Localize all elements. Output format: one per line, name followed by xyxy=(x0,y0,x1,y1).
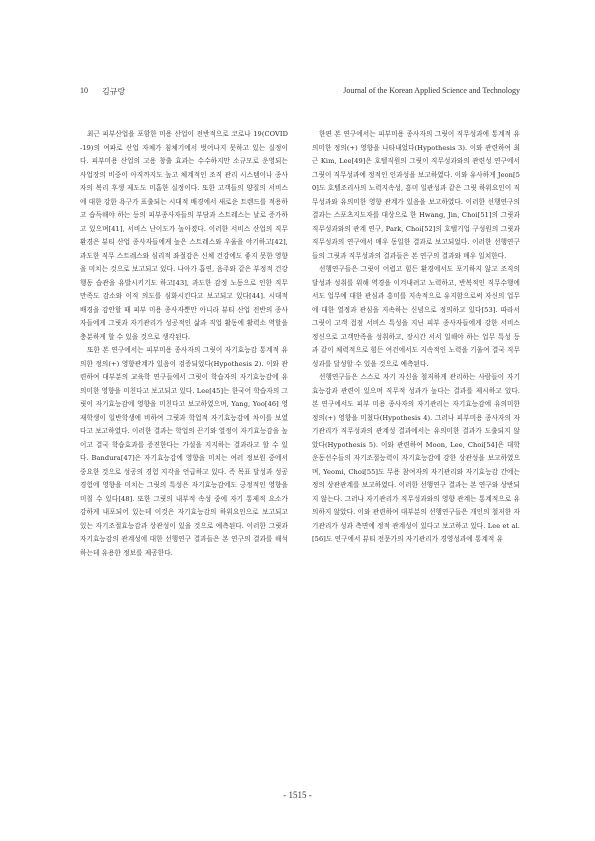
paragraph: 또한 본 연구에서는 피부미용 종사자의 그릿이 자기효능감 통계적 유의한 정의(+) 영향관계가 있음이 검증되었다(Hypothesis 2). 이와 관련하여 대부분의 교육학 연구들에서 그릿이 학습자의 자기효능감에 유의미한 영향을 미친다고 보고되고 있다. Lee[45]는 한국어 학습자의 그릿이 자기효능감에 영향을 미친다고 보고하였으며, Yang, Yoo[46] 영재학생이 일반학생에 비하여 그릿과 학업적 자기효능감에 차이를 보였다고 보고하였다. 이러한 결과는 학업의 끈기와 열정이 자기효능감을 높이고 결국 학습효과를 증진한다는 가설을 지지하는 결과라고 할 수 있다. Bandura[47]은 자기효능감에 영향을 미치는 여러 정보원 중에서 중요한 것으로 성공의 경험 지각을 언급하고 있다. 즉 목표 달성과 성공 경험에 영향을 미치는 그릿의 특성은 자기효능감에도 긍정적인 영향을 미칠 수 있다[48]. 또한 그릿의 내부적 속성 중에 자기 통제적 요소가 강하게 내포되어 있는데 이것은 자기효능감의 하위요인으로 보고되고 있는 자기조절효능감과 상관성이 있을 것으로 예측된다. 이러한 그릿과 자기효능감의 관계성에 대한 선행연구 결과들은 본 연구의 결과를 해석하는데 유용한 정보를 제공한다. xyxy=(80,346,288,557)
page-number: 10 xyxy=(80,86,88,95)
paragraph: 선행연구들은 스스로 자기 자신을 철저하게 관리하는 사람들이 자기효능감과 관련이 있으며 직무적 성과가 높다는 결과를 제시하고 있다. 본 연구에서도 피부 미용 종사자의 자기관리는 자기효능감에 유의미한 정의(+) 영향을 미쳤다(Hypothesis 4). 그러나 피부미용 종사자의 자기관리가 직무성과의 관계성 결과에서는 유의미한 결과가 도출되지 않았다(Hypothesis 5). 이와 관련하여 Moon, Lee, Choi[54]은 대학 운동선수들의 자기조절능력이 자기효능감에 강한 상관성을 보고하였으며, Yeomi, Choi[55]도 무용 참여자의 자기관리와 자기효능감 간에는 정의 상관관계를 보고하였다. 이러한 선행연구 결과는 본 연구와 상반되지 않는다. 그러나 자기관리가 직무성과와의 영향 관계는 통계적으로 유의하지 않았다. 이와 관련하여 대부분의 선행연구들은 개인의 철저한 자기관리가 성과 측면에 정적 관계성이 있다고 보고하고 있다. Lee et al.[56]도 연구에서 뷰티 전문가의 자기관리가 경영성과에 통계적 유 xyxy=(312,373,520,543)
left-column xyxy=(80,128,288,560)
paragraph: 최근 피부산업을 포함한 미용 산업이 전반적으로 코로나 19(COVID-19)의 여파로 산업 자체가 침체기에서 벗어나지 못하고 있는 실정이다. 피부미용 산업의 고용 창출 효과는 수수하지만 소규모로 운영되는 사업장의 비중이 아직까지도 높고 체계적인 조직 관리 시스템이나 종사자의 복리 후생 제도도 미흡한 실정이다. 또한 고객들의 양질의 서비스에 대한 강한 욕구가 표출되는 시대적 배경에서 새로운 트렌드를 적용하고 습득해야 하는 등의 피부종사자들의 부담과 스트레스는 날로 증가하고 있으며[41], 서비스 난이도가 높아졌다. 이러한 서비스 산업의 직무 환경은 뷰티 산업 종사자들에게 높은 스트레스와 우울을 야기하고[42], 과도한 직무 스트레스와 심리적 좌절감은 신체 건강에도 좋지 못한 영향을 미치는 것으로 보고되고 있다. 나아가 흡연, 음주와 같은 부정적 건강행동 습관을 유발시키기도 하고[43], 과도한 감정 노동으로 인한 직무만족도 감소와 이직 의도를 심화시킨다고 보고되고 있다[44]. 시대적 배경을 감안할 때 피부 미용 종사자뿐만 아니라 뷰티 산업 전반의 종사자들에게 그릿과 자기관리가 성공적인 삶과 직업 활동에 활력소 역할을 충분하게 할 수 있을 것으로 생각된다. xyxy=(80,130,288,341)
right-column xyxy=(312,128,520,547)
paragraph: 선행연구들은 그릿이 어렵고 힘든 환경에서도 포기하지 않고 조직의 달성과 성취를 위해 역경을 이겨내려고 노력하고, 반복적인 직무수행에서도 업무에 대한 관심과 흥미를 지속적으로 유지함으로써 자신의 업무에 대한 열정과 관심을 지속하는 신념으로 정의하고 있다[53]. 따라서 그릿이 고객 접점 서비스 특성을 지닌 피부 종사자들에게 강한 서비스 정신으로 고객만족을 성취하고, 장시간 서서 일해야 하는 업무 특성 등과 같이 체력적으로 힘든 여건에서도 지속적인 노력을 기울여 결국 직무성과를 달성할 수 있을 것으로 예측된다. xyxy=(312,265,520,368)
page-footer: - 1515 - xyxy=(283,790,312,800)
running-author: 김규랑 xyxy=(102,87,126,96)
paragraph: 한편 본 연구에서는 피부미용 종사자의 그릿이 직무성과에 통계적 유의미한 정의(+) 영향을 나타내었다(Hypothesis 3). 이와 관련하여 최근 Kim, Lee[49]은 호텔직원의 그릿이 직무성과와의 관련성 연구에서 그릿이 직무성과에 정적인 인과성을 보고하였다. 이와 유사하게 Jeon[50]도 호텔조리사의 노력지속성, 흥미 일관성과 같은 그릿 하위요인이 직무성과와 유의미한 영향 관계가 있음을 보고하였다. 이러한 선행연구의 결과는 스포츠지도자를 대상으로 한 Hwang, Jin, Choi[51]의 그릿과 직무성과와의 관계 연구, Park, Choi[52]의 호텔기업 구성원의 그릿과 직무성과의 연구에서 매우 동일한 결과로 보고되었다. 이러한 선행연구들의 그릿과 직무성과의 결과들은 본 연구의 결과와 매우 일치한다. xyxy=(312,130,520,260)
running-header xyxy=(80,86,520,98)
journal-title: Journal of the Korean Applied Science and Technology xyxy=(343,86,520,95)
